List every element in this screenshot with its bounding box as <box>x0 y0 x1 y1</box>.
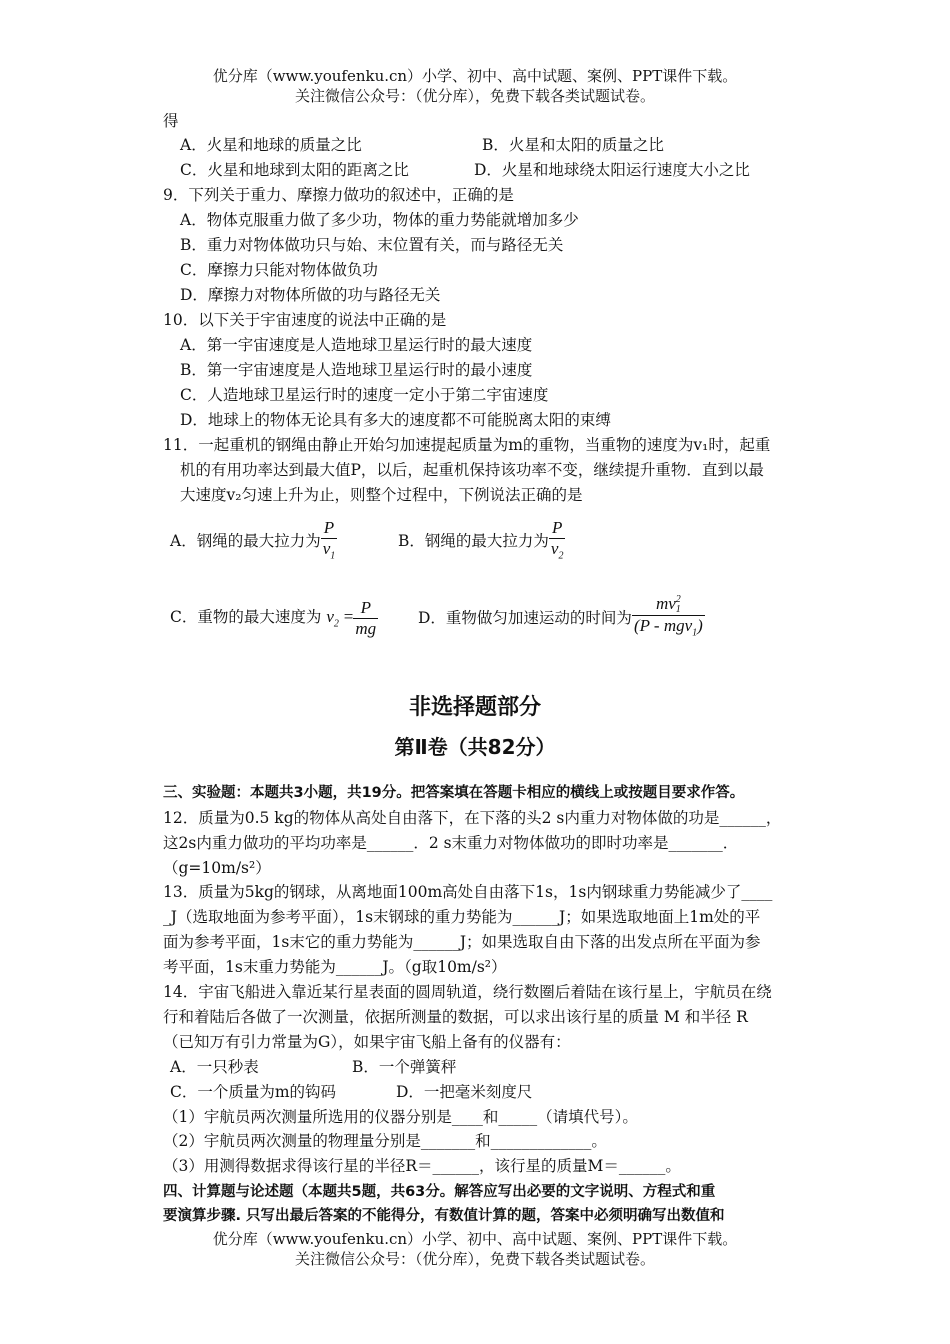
fraction-denominator: mg <box>355 618 377 638</box>
q9-option-c: C．摩擦力只能对物体做负功 <box>180 261 378 279</box>
fraction-numerator: P <box>323 518 335 537</box>
fraction-denominator: $v_2$ <box>549 538 566 566</box>
fraction-numerator: mv 2 1 <box>655 594 681 616</box>
section-4-line-1 <box>163 1180 715 1203</box>
q9-option-d: D．摩擦力对物体所做的功与路径无关 <box>180 286 441 304</box>
q11-option-d <box>418 594 705 643</box>
q14-option-b: B．一个弹簧秤 <box>352 1058 457 1076</box>
q11-stem-line-2: 机的有用功率达到最大值P，以后，起重机保持该功率不变，继续提升重物．直到以最 <box>180 461 764 479</box>
q14-line-1: 14．宇宙飞船进入靠近某行星表面的圆周轨道，绕行数圈后着陆在该行星上，宇航员在绕 <box>163 983 772 1001</box>
q13-line-4: 考平面，1s末重力势能为______J。（g取10m/s²） <box>163 958 507 976</box>
page-header <box>0 66 950 106</box>
q9-option-b: B．重力对物体做功只与始、末位置有关，而与路径无关 <box>180 236 564 254</box>
q11-option-c-fraction <box>353 598 378 639</box>
q11-option-c-lhs: $v_2$ <box>326 607 339 630</box>
q14-option-c: C．一个质量为m的钩码 <box>170 1083 337 1101</box>
q8-option-a: A．火星和地球的质量之比 <box>180 136 362 154</box>
page-footer <box>0 1229 950 1269</box>
q13-line-3: 面为参考平面，1s末它的重力势能为______J；如果选取自由下落的出发点所在平面为参 <box>163 933 761 951</box>
fraction-numerator: P <box>360 597 371 617</box>
q9-option-a: A．物体克服重力做了多少功，物体的重力势能就增加多少 <box>180 211 579 229</box>
q12-line-2: 这2s内重力做功的平均功率是______．2 s末重力对物体做功的即时功率是_______． <box>163 834 739 852</box>
q8-option-b: B．火星和太阳的质量之比 <box>482 136 664 154</box>
q11-option-c <box>170 594 378 647</box>
q8-option-d: D．火星和地球绕太阳运行速度大小之比 <box>474 161 750 179</box>
part-two-title: 非选择题部分 <box>408 695 541 720</box>
q10-option-b: B．第一宇宙速度是人造地球卫星运行时的最小速度 <box>180 361 533 379</box>
q11-option-a-text: A．钢绳的最大拉力为 <box>170 532 321 551</box>
q12-line-3: （g=10m/s²） <box>163 859 271 877</box>
q14-option-a: A．一只秒表 <box>170 1058 259 1076</box>
header-line-2: 关注微信公众号：（优分库），免费下载各类试题试卷。 <box>294 87 655 105</box>
q10-option-a: A．第一宇宙速度是人造地球卫星运行时的最大速度 <box>180 336 533 354</box>
footer-line-1: 优分库（www.youfenku.cn）小学、初中、高中试题、案例、PPT课件下载。 <box>212 1230 738 1248</box>
q11-option-d-text: D．重物做匀加速运动的时间为 <box>418 608 632 627</box>
q11-option-c-text: C．重物的最大速度为 <box>170 608 322 626</box>
q14-sub-2: （2）宇航员两次测量的物理量分别是_______和_____________。 <box>163 1132 607 1150</box>
q11-option-a <box>170 518 337 566</box>
q11-option-b <box>398 518 565 566</box>
q8-continuation: 得 <box>163 112 179 130</box>
fraction-denominator: $v_1$ <box>321 538 338 566</box>
q8-option-c: C．火星和地球到太阳的距离之比 <box>180 161 409 179</box>
q10-option-c: C．人造地球卫星运行时的速度一定小于第二宇宙速度 <box>180 386 549 404</box>
q11-option-b-text: B．钢绳的最大拉力为 <box>398 532 549 551</box>
q11-option-a-fraction <box>321 518 338 566</box>
q13-line-2: _J（选取地面为参考平面），1s末钢球的重力势能为______J；如果选取地面上1m处的平 <box>163 908 761 926</box>
section-4-instructions: （本题共5题，共63分。解答应写出必要的文字说明、方程式和重 <box>293 1184 716 1200</box>
section-4-heading: 四、计算题与论述题 <box>163 1184 294 1200</box>
equals-sign: = <box>343 607 354 626</box>
q10-stem: 10．以下关于宇宙速度的说法中正确的是 <box>163 311 447 329</box>
q10-option-d: D．地球上的物体无论具有多大的速度都不可能脱离太阳的束缚 <box>180 411 611 429</box>
q14-line-3: （已知万有引力常量为G），如果宇宙飞船上备有的仪器有： <box>163 1033 571 1051</box>
q13-line-1: 13．质量为5kg的钢球，从离地面100m高处自由落下1s，1s内钢球重力势能减少了____ <box>163 883 773 901</box>
fraction-denominator: (P - mgv$_1$) <box>632 615 705 643</box>
section-3-heading: 三、实验题：本题共3小题，共19分。把答案填在答题卡相应的横线上或按题目要求作答。 <box>163 785 745 801</box>
section-4-line-2: 要演算步骤. 只写出最后答案的不能得分，有数值计算的题，答案中必须明确写出数值和 <box>163 1208 725 1224</box>
q14-line-2: 行和着陆后各做了一次测量，依据所测量的数据，可以求出该行星的质量 M 和半径 R <box>163 1008 748 1026</box>
fraction-numerator: P <box>551 518 563 537</box>
q11-option-d-fraction <box>632 594 705 643</box>
footer-line-2: 关注微信公众号：（优分库），免费下载各类试题试卷。 <box>294 1250 655 1268</box>
q9-stem: 9．下列关于重力、摩擦力做功的叙述中，正确的是 <box>163 186 514 204</box>
q11-stem-line-1: 11．一起重机的钢绳由静止开始匀加速提起质量为m的重物，当重物的速度为v₁时，起重 <box>163 436 771 454</box>
part-two-subtitle: 第Ⅱ卷（共82分） <box>394 735 556 759</box>
q14-sub-3: （3）用测得数据求得该行星的半径R＝______，该行星的质量M＝______。 <box>163 1157 681 1175</box>
q11-stem-line-3: 大速度v₂匀速上升为止，则整个过程中，下例说法正确的是 <box>180 486 583 504</box>
q12-line-1: 12．质量为0.5 kg的物体从高处自由落下，在下落的头2 s内重力对物体做的功是______， <box>163 809 782 827</box>
q11-option-b-fraction <box>549 518 566 566</box>
q14-sub-1: （1）宇航员两次测量所选用的仪器分别是____和_____（请填代号）。 <box>163 1108 638 1126</box>
header-line-1: 优分库（www.youfenku.cn）小学、初中、高中试题、案例、PPT课件下载。 <box>212 67 738 85</box>
q14-option-d: D．一把毫米刻度尺 <box>396 1083 533 1101</box>
